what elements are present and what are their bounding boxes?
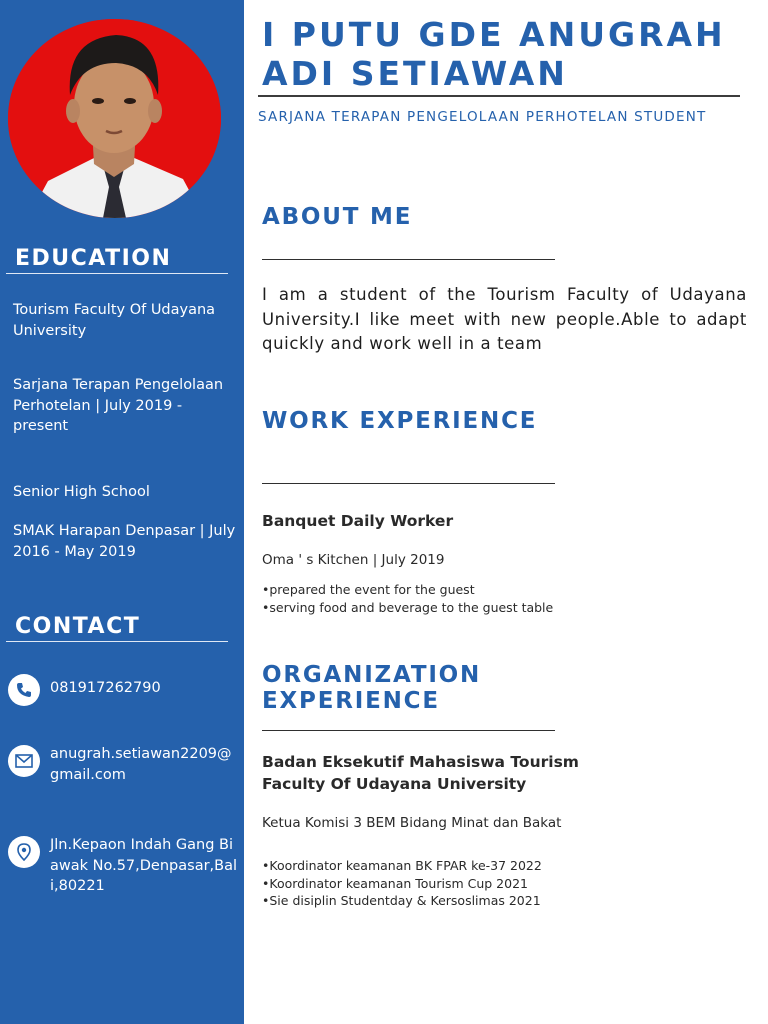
contact-divider: [6, 641, 228, 642]
about-divider: [262, 259, 555, 260]
education-item: Senior High School: [13, 484, 150, 500]
header-divider: [258, 95, 740, 97]
about-heading: ABOUT ME: [262, 204, 413, 230]
phone-icon: [8, 674, 40, 706]
work-bullet: •serving food and beverage to the guest table: [262, 599, 554, 615]
organization-role: Ketua Komisi 3 BEM Bidang Minat dan Bakat: [262, 815, 562, 831]
education-item: SMAK Harapan Denpasar | July 2016 - May 2019: [13, 523, 236, 560]
education-item: Sarjana Terapan Pengelolaan Perhotelan | July 2019 - present: [13, 377, 224, 434]
organization-bullet: •Koordinator keamanan Tourism Cup 2021: [262, 875, 528, 891]
work-bullet: •prepared the event for the guest: [262, 582, 475, 597]
education-heading: EDUCATION: [15, 246, 172, 271]
profile-photo: [8, 19, 221, 218]
address: Jln.Kepaon Indah Gang Biawak No.57,Denpasar,Bali,80221: [50, 837, 238, 894]
job-title: Banquet Daily Worker: [262, 512, 454, 530]
contact-heading: CONTACT: [15, 614, 141, 639]
organization-heading: ORGANIZATION EXPERIENCE: [262, 662, 482, 714]
profile-photo-illustration: [8, 19, 221, 218]
organization-divider: [262, 730, 555, 731]
about-text: I am a student of the Tourism Faculty of Udayana University.I like meet with new people.Able to adapt quickly and work well in a team: [262, 285, 747, 353]
organization-bullets: [262, 857, 562, 910]
email-icon: [8, 745, 40, 777]
email-address[interactable]: anugrah.setiawan2209@gmail.com: [50, 746, 232, 783]
phone-number[interactable]: 081917262790: [50, 680, 161, 696]
work-divider: [262, 483, 555, 484]
education-divider: [6, 273, 228, 274]
organization-bullet: •Koordinator keamanan BK FPAR ke-37 2022: [262, 858, 542, 873]
job-subtitle: SARJANA TERAPAN PENGELOLAAN PERHOTELAN STUDENT: [258, 109, 707, 125]
organization-bullet: •Sie disiplin Studentday & Kersoslimas 2021: [262, 893, 541, 908]
organization-name: Badan Eksekutif Mahasiswa Tourism Faculty Of Udayana University: [262, 753, 579, 793]
work-bullets: [262, 581, 562, 616]
work-heading: WORK EXPERIENCE: [262, 408, 538, 434]
job-meta: Oma ' s Kitchen | July 2019: [262, 552, 445, 568]
sidebar: [0, 0, 244, 1024]
location-pin-icon: [8, 836, 40, 868]
education-item: Tourism Faculty Of Udayana University: [13, 302, 216, 339]
person-name: I PUTU GDE ANUGRAH ADI SETIAWAN: [262, 15, 726, 93]
